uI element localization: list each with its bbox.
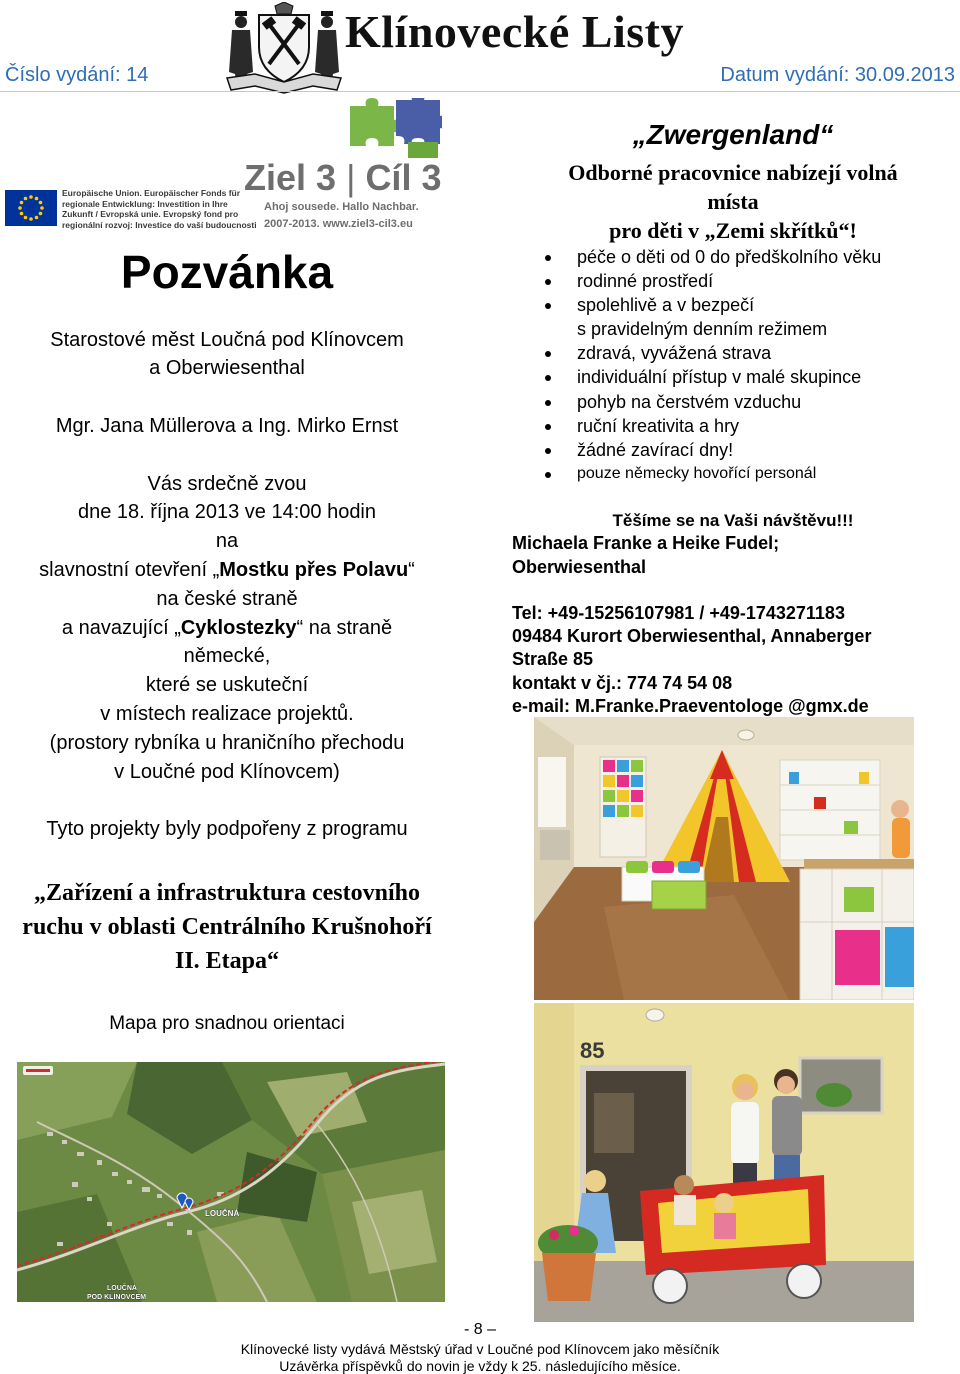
- contact-email: e-mail: M.Franke.Praeventologe @gmx.de: [512, 695, 869, 716]
- ziel3-title-de: Ziel 3: [244, 157, 337, 198]
- blue-bin: [885, 927, 914, 987]
- program-intro: Tyto projekty byly podpořeny z programu: [46, 818, 408, 840]
- child-head: [674, 1175, 694, 1195]
- map-building: [187, 1230, 192, 1235]
- masthead-title: Klínovecké Listy: [345, 6, 684, 57]
- eu-star: [35, 197, 39, 201]
- welcome-message: Těšíme se na Vaši návštěvu!!!: [612, 511, 854, 530]
- eu-logo-line: regionale Entwicklung: Investition in Ihre: [62, 198, 228, 209]
- helmet-crest: [275, 2, 293, 14]
- map-building: [157, 1194, 162, 1198]
- list-item: péče o děti od 0 do předškolního věku: [540, 245, 881, 269]
- blank-line: [512, 579, 871, 602]
- play-table: [804, 859, 914, 869]
- ziel3-period-web: 2007-2013. www.ziel3-cil3.eu: [264, 218, 413, 230]
- wall-shelving: [780, 760, 880, 860]
- flower-pot: [538, 1225, 598, 1301]
- eu-star: [39, 201, 43, 205]
- list-item: ruční kreativita a hry: [540, 414, 881, 438]
- map-building: [62, 1140, 67, 1144]
- right-figure-head: [321, 16, 333, 28]
- coat-of-arms-icon: [225, 2, 343, 94]
- invitation-location-1: (prostory rybníka u hraničního přechodu: [49, 731, 405, 754]
- job-offer-line: místa: [707, 188, 759, 214]
- invitation-side-cz: na české straně: [156, 587, 298, 610]
- puzzle-pieces-icon: [348, 98, 442, 158]
- small-table: [540, 830, 570, 860]
- footer-deadline: Uzávěrka příspěvků do novin je vždy k 25. následujícího měsíce.: [279, 1358, 681, 1374]
- header-divider: [0, 91, 960, 92]
- program-name-line: „Zařízení a infrastruktura cestovního: [34, 880, 420, 906]
- eu-star: [24, 197, 28, 201]
- list-item: žádné zavírací dny!: [540, 438, 881, 462]
- eu-star: [40, 206, 44, 210]
- shelf-cell: [631, 790, 643, 802]
- green-toy-box: [652, 881, 706, 909]
- cushion: [678, 861, 700, 873]
- cycle-path-name: Cyklostezky: [180, 616, 297, 639]
- flower: [569, 1226, 579, 1236]
- shelf-cell: [617, 790, 629, 802]
- child-body: [674, 1195, 696, 1225]
- invitation-on: na: [215, 530, 239, 553]
- eu-star: [24, 216, 28, 220]
- puzzle-piece-green: [350, 98, 402, 146]
- left-figure-hat: [235, 11, 247, 16]
- eu-star: [29, 217, 33, 221]
- eu-star: [35, 216, 39, 220]
- job-offer: [511, 158, 955, 245]
- green-bin: [844, 887, 874, 912]
- job-offer-line: pro děti v „Zemi skřítků“!: [609, 217, 857, 243]
- room-ceiling: [534, 717, 914, 745]
- house-number: 85: [580, 1038, 605, 1063]
- cycle-suffix: “ na straně: [296, 616, 393, 639]
- map-building: [167, 1222, 173, 1226]
- face: [736, 1082, 754, 1100]
- window-plant: [816, 1083, 852, 1107]
- top: [731, 1102, 759, 1164]
- child-figure: [891, 800, 910, 858]
- shelf-cell: [631, 805, 643, 817]
- ziel3-slogan: Ahoj sousede. Hallo Nachbar.: [264, 201, 419, 213]
- map-label-corner-2: POD KLÍNOVCEM: [87, 1294, 147, 1301]
- eu-star: [29, 195, 33, 199]
- colour-cube-shelf: [600, 757, 646, 857]
- invitation-invite: Vás srdečně zvou: [147, 472, 307, 495]
- eu-star: [20, 212, 24, 216]
- map-building: [97, 1160, 102, 1165]
- map-building: [127, 1180, 132, 1184]
- invitation-hosts-line-1: Starostové měst Loučná pod Klínovcem: [50, 328, 404, 351]
- face: [777, 1076, 795, 1094]
- event-suffix: “: [408, 558, 415, 581]
- shelf-cell: [617, 760, 629, 772]
- map-building: [47, 1132, 53, 1136]
- puzzle-piece-green-lower: [408, 142, 438, 158]
- invitation-venue-2: v místech realizace projektů.: [100, 702, 354, 725]
- cushion: [626, 861, 648, 873]
- interior-detail: [594, 1093, 634, 1153]
- child-head: [891, 800, 909, 818]
- ziel3-title-separator: |: [346, 157, 356, 198]
- window: [538, 757, 566, 827]
- cushion: [652, 861, 674, 873]
- program-name-line: II. Etapa“: [174, 948, 280, 974]
- eu-star: [20, 201, 24, 205]
- map-logo-mark: [26, 1069, 50, 1072]
- left-figure-head: [235, 16, 247, 28]
- shelf-item: [859, 772, 869, 784]
- map-image: [17, 1062, 445, 1302]
- page-number: - 8 –: [463, 1321, 496, 1338]
- invitation-venue-1: které se uskuteční: [145, 674, 309, 697]
- cart-wheel: [787, 1264, 821, 1298]
- kindergarten-entrance-photo: [534, 1003, 914, 1322]
- eu-logo-line: Zukunft / Evropská unie. Evropský fond pro: [62, 209, 239, 219]
- contact-czech-phone: kontakt v čj.: 774 74 54 08: [512, 672, 733, 693]
- child-body: [714, 1213, 736, 1239]
- shelf-cell: [617, 775, 629, 787]
- puzzle-piece-blue: [396, 98, 442, 144]
- child-body: [892, 818, 910, 858]
- coat-of-arms-graphic: [225, 2, 343, 94]
- satellite-map: [17, 1062, 445, 1302]
- blank-line: [0, 383, 454, 412]
- program-name-line: ruchu v oblasti Centrálního Krušnohoří: [22, 914, 432, 940]
- map-building: [142, 1187, 150, 1192]
- cycle-prefix: a navazující „: [61, 616, 181, 639]
- map-caption: Mapa pro snadnou orientaci: [109, 1013, 345, 1034]
- invitation-text: [0, 326, 454, 787]
- playroom-illustration: [534, 717, 914, 1000]
- eu-star: [39, 212, 43, 216]
- map-label-corner-1: LOUČNÁ: [107, 1285, 137, 1292]
- map-building: [87, 1197, 92, 1201]
- shelf-cell: [603, 790, 615, 802]
- pink-bin: [835, 930, 880, 985]
- list-item: spolehlivě a v bezpečí: [540, 293, 881, 317]
- list-item: pohyb na čerstvém vzduchu: [540, 390, 881, 414]
- wall-corner: [534, 1003, 574, 1263]
- contact-city: Oberwiesenthal: [512, 556, 647, 577]
- shelf-item: [814, 797, 826, 809]
- shelf-item: [844, 821, 858, 834]
- entrance-illustration: [534, 1003, 914, 1322]
- event-prefix: slavnostní otevření „: [39, 558, 220, 581]
- eu-logo-line: regionální rozvoj: Investice do vaší budoucnosti: [62, 219, 257, 230]
- invitation-cycle: [0, 614, 454, 643]
- invitation-side-de: německé,: [183, 645, 271, 668]
- cubby-unit: [800, 869, 914, 1000]
- issue-number: Číslo vydání: 14: [5, 64, 149, 86]
- playroom-photo: [534, 717, 914, 1000]
- invitation-title: Pozvánka: [120, 246, 334, 298]
- invitation-event: [0, 556, 454, 585]
- issue-date: Datum vydání: 30.09.2013: [720, 64, 955, 86]
- shelf-cell: [603, 775, 615, 787]
- list-item: zdravá, vyvážená strava: [540, 341, 881, 365]
- contact-address-1: 09484 Kurort Oberwiesenthal, Annaberger: [512, 626, 872, 647]
- invitation-mayors: Mgr. Jana Müllerova a Ing. Mirko Ernst: [55, 414, 399, 437]
- contact-address-2: Straße 85: [512, 649, 594, 670]
- flower: [549, 1230, 559, 1240]
- eu-logo: [5, 186, 257, 232]
- ziel3-logo: [240, 96, 444, 238]
- list-item: rodinné prostředí: [540, 269, 881, 293]
- terracotta-pot: [542, 1253, 596, 1301]
- shelf-cell: [603, 805, 615, 817]
- map-building: [112, 1172, 118, 1176]
- ceiling-lamp: [738, 730, 754, 740]
- eu-logo-text: [62, 188, 257, 230]
- right-figure-hat: [321, 11, 333, 16]
- eu-flag-icon: [5, 190, 57, 226]
- program-name: [0, 876, 454, 978]
- invitation-hosts-line-2: a Oberwiesenthal: [149, 357, 305, 380]
- contact-names: Michaela Franke a Heike Fudel;: [512, 533, 780, 554]
- invitation-date: dne 18. října 2013 ve 14:00 hodin: [77, 501, 377, 524]
- list-item-continuation: s pravidelným denním režimem: [577, 319, 828, 340]
- cart-wheel: [653, 1269, 687, 1303]
- map-building: [72, 1182, 78, 1187]
- child-head: [584, 1170, 606, 1192]
- eu-logo-line: Europäische Union. Europäischer Fonds für: [62, 188, 241, 198]
- shelf-item: [789, 772, 799, 784]
- contact-block: [512, 532, 871, 718]
- shelf-cell: [603, 760, 615, 772]
- shelf-cell: [617, 805, 629, 817]
- blank-line: [0, 441, 454, 470]
- invitation-location-2: v Loučné pod Klínovcem): [114, 760, 340, 783]
- zwergenland-title: „Zwergenland“: [632, 119, 834, 150]
- child-right: [714, 1193, 736, 1239]
- child-middle: [674, 1175, 696, 1225]
- shelf-cell: [631, 775, 643, 787]
- wall-lamp: [646, 1009, 664, 1021]
- map-provider-logo: [23, 1066, 53, 1075]
- ziel3-title-cz: Cíl 3: [365, 157, 442, 198]
- map-building: [57, 1242, 63, 1246]
- contact-phone: Tel: +49-15256107981 / +49-1743271183: [512, 602, 845, 623]
- top: [772, 1096, 802, 1156]
- map-label-center: LOUČNÁ: [205, 1209, 240, 1218]
- eu-star: [18, 206, 22, 210]
- map-building: [107, 1222, 112, 1226]
- feature-list: [540, 245, 881, 486]
- list-item: pouze německy hovořící personál: [540, 462, 881, 486]
- ziel3-title: [244, 158, 441, 198]
- shelf-cell: [631, 760, 643, 772]
- map-building: [77, 1152, 84, 1156]
- footer-publisher: Klínovecké listy vydává Městský úřad v Loučné pod Klínovcem jako měsíčník: [240, 1341, 720, 1357]
- list-item: individuální přístup v malé skupince: [540, 365, 881, 389]
- event-bridge-name: Mostku přes Polavu: [219, 558, 409, 581]
- job-offer-line: Odborné pracovnice nabízejí volná: [568, 159, 898, 185]
- child-head: [714, 1193, 734, 1213]
